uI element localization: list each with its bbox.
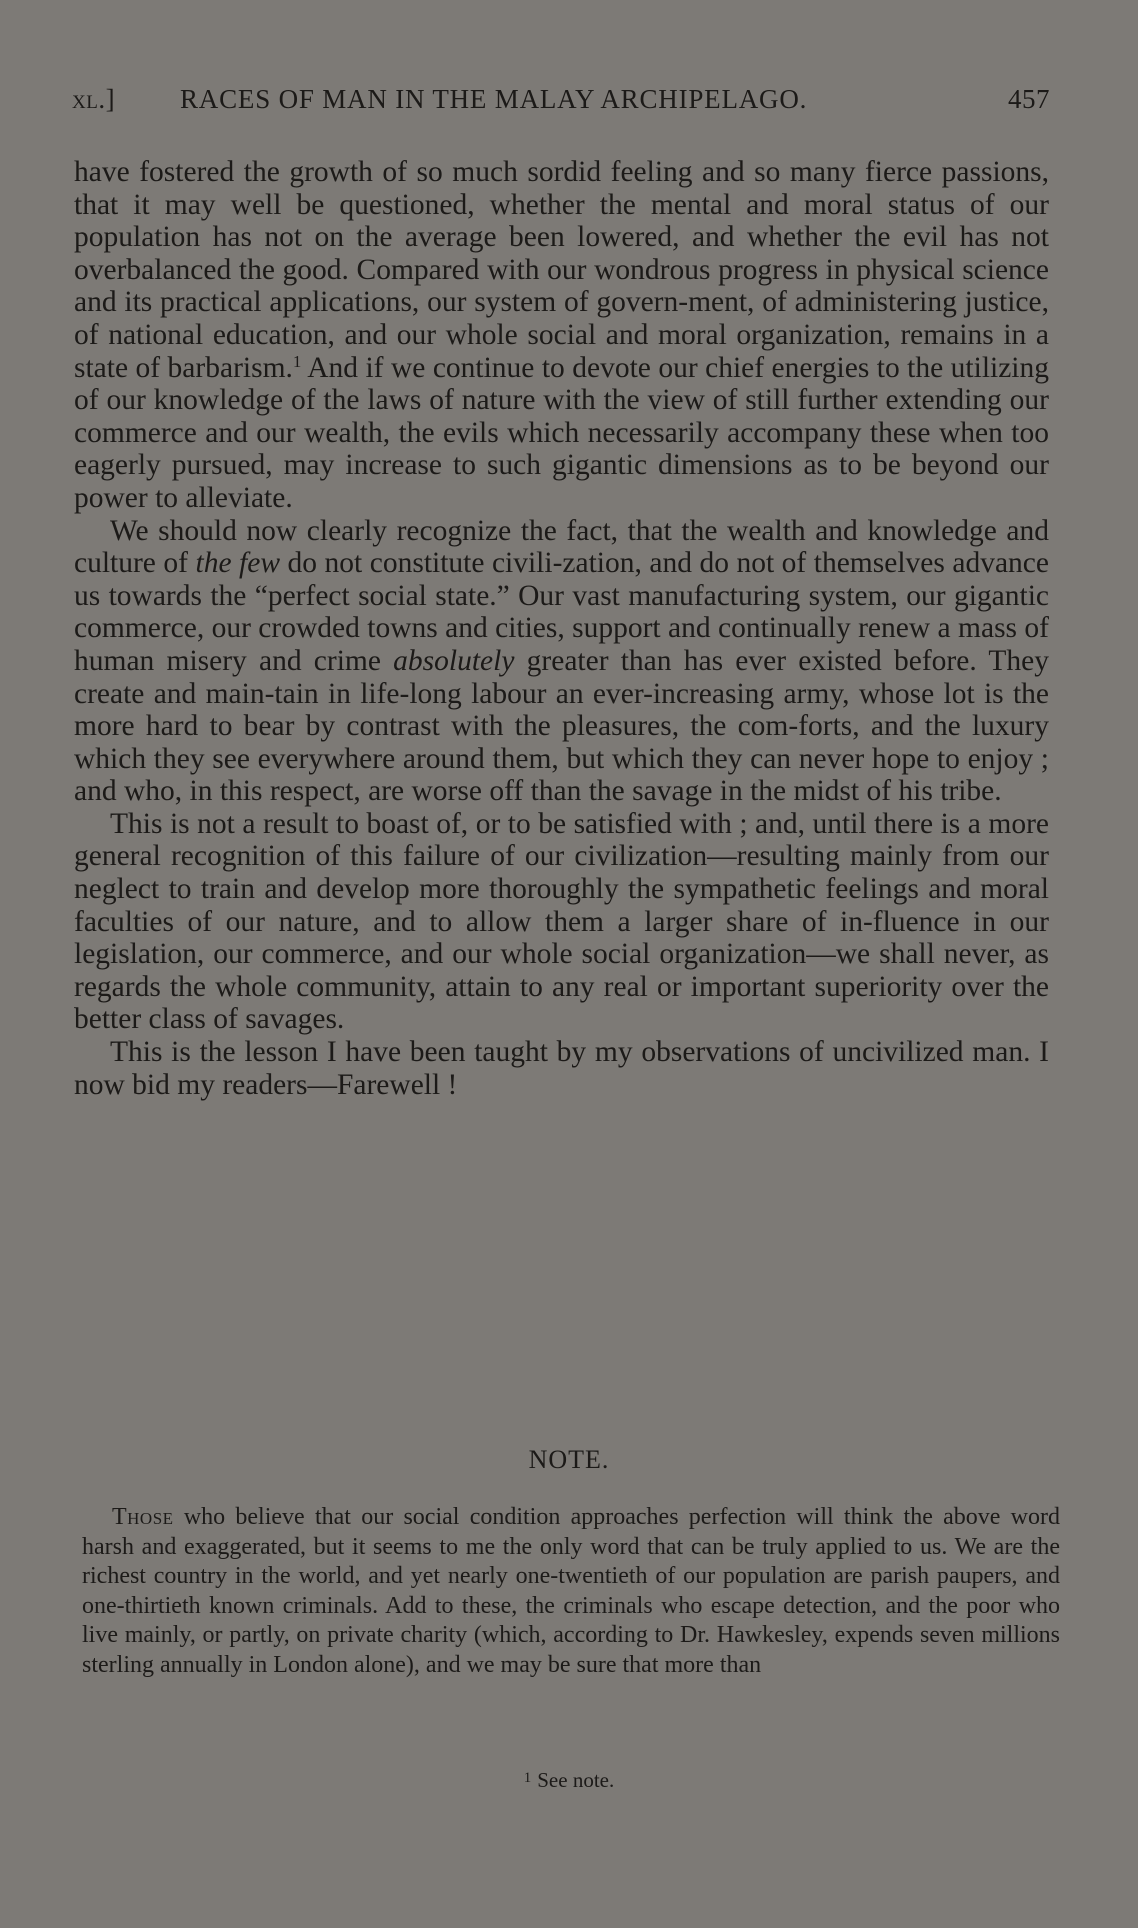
footnote-text: See note. (537, 1768, 615, 1792)
footnote (0, 1768, 1138, 1793)
paragraph-2-part-b: do not constitute civili-zation, and do not of themselves advance us towards the “perfect social state.” Our vast manufacturing system, our gigantic commerce, our crowded towns and cities, support and continually renew a mass of human misery and crime (74, 547, 1049, 677)
paragraph-3: This is not a result to boast of, or to be satisfied with ; and, until there is a more general recognition of this failure of our civilization—resulting mainly from our neglect to train and develop more thoroughly the sympathetic feelings and moral faculties of our nature, and to allow them a larger share of in-fluence in our legislation, our commerce, and our whole social organization—we shall never, as regards the whole community, attain to any real or important superiority over the better class of savages. (74, 807, 1049, 1036)
note-lead-word: Those (112, 1504, 174, 1530)
footnote-mark: 1 (523, 1770, 532, 1786)
running-head (72, 84, 1050, 124)
note-heading: NOTE. (528, 1445, 610, 1474)
chapter-number: xl.] (72, 84, 116, 114)
note-text (82, 1503, 1060, 1681)
emphasis-absolutely: absolutely (393, 644, 515, 677)
emphasis-the-few: the few (195, 547, 281, 580)
main-text (74, 156, 1049, 1101)
page-number: 457 (1008, 84, 1050, 114)
footnote-reference: 1 (292, 351, 302, 371)
paragraph-1-part-b: And if we continue to devote our chief energies to the utilizing of our knowledge of the laws of nature with the view of still further extending our commerce and our wealth, the evils which necessarily accompany these when too eagerly pursued, may increase to such gigantic dimensions as to be beyond our power to alleviate. (74, 351, 1049, 514)
paragraph-2 (74, 515, 1049, 808)
running-title: RACES OF MAN IN THE MALAY ARCHIPELAGO. (180, 84, 808, 114)
paragraph-2-part-a: We should now clearly recognize the fact, that the wealth and knowledge and culture of (74, 514, 1049, 580)
paragraph-2-part-c: greater than has ever existed before. They create and main-tain in life-long labour an ever-increasing army, whose lot is the more hard to bear by contrast with the pleasures, the com-forts, and the luxury which they see everywhere around them, but which they can never hope to enjoy ; and who, in this respect, are worse off than the savage in the midst of his tribe. (74, 644, 1049, 808)
paragraph-4: This is the lesson I have been taught by my observations of uncivilized man. I now bid my readers—Farewell ! (74, 1036, 1049, 1101)
note-body: who believe that our social condition approaches perfection will think the above word harsh and exaggerated, but it seems to me the only word that can be truly applied to us. We are the richest country in the world, and yet nearly one-twentieth of our population are parish paupers, and one-thirtieth known criminals. Add to these, the criminals who escape detection, and the poor who live mainly, or partly, on private charity (which, according to Dr. Hawkesley, expends seven millions sterling annually in London alone), and we may be sure that more than (82, 1504, 1060, 1678)
paragraph-1-part-a: have fostered the growth of so much sordid feeling and so many fierce passions, that it may well be questioned, whether the mental and moral status of our population has not on the average been lowered, and whether the evil has not overbalanced the good. Compared with our wondrous progress in physical science and its practical applications, our system of govern-ment, of administering justice, of national education, and our whole social and moral organization, remains in a state of barbarism. (74, 156, 1049, 384)
paragraph-1 (74, 156, 1049, 515)
